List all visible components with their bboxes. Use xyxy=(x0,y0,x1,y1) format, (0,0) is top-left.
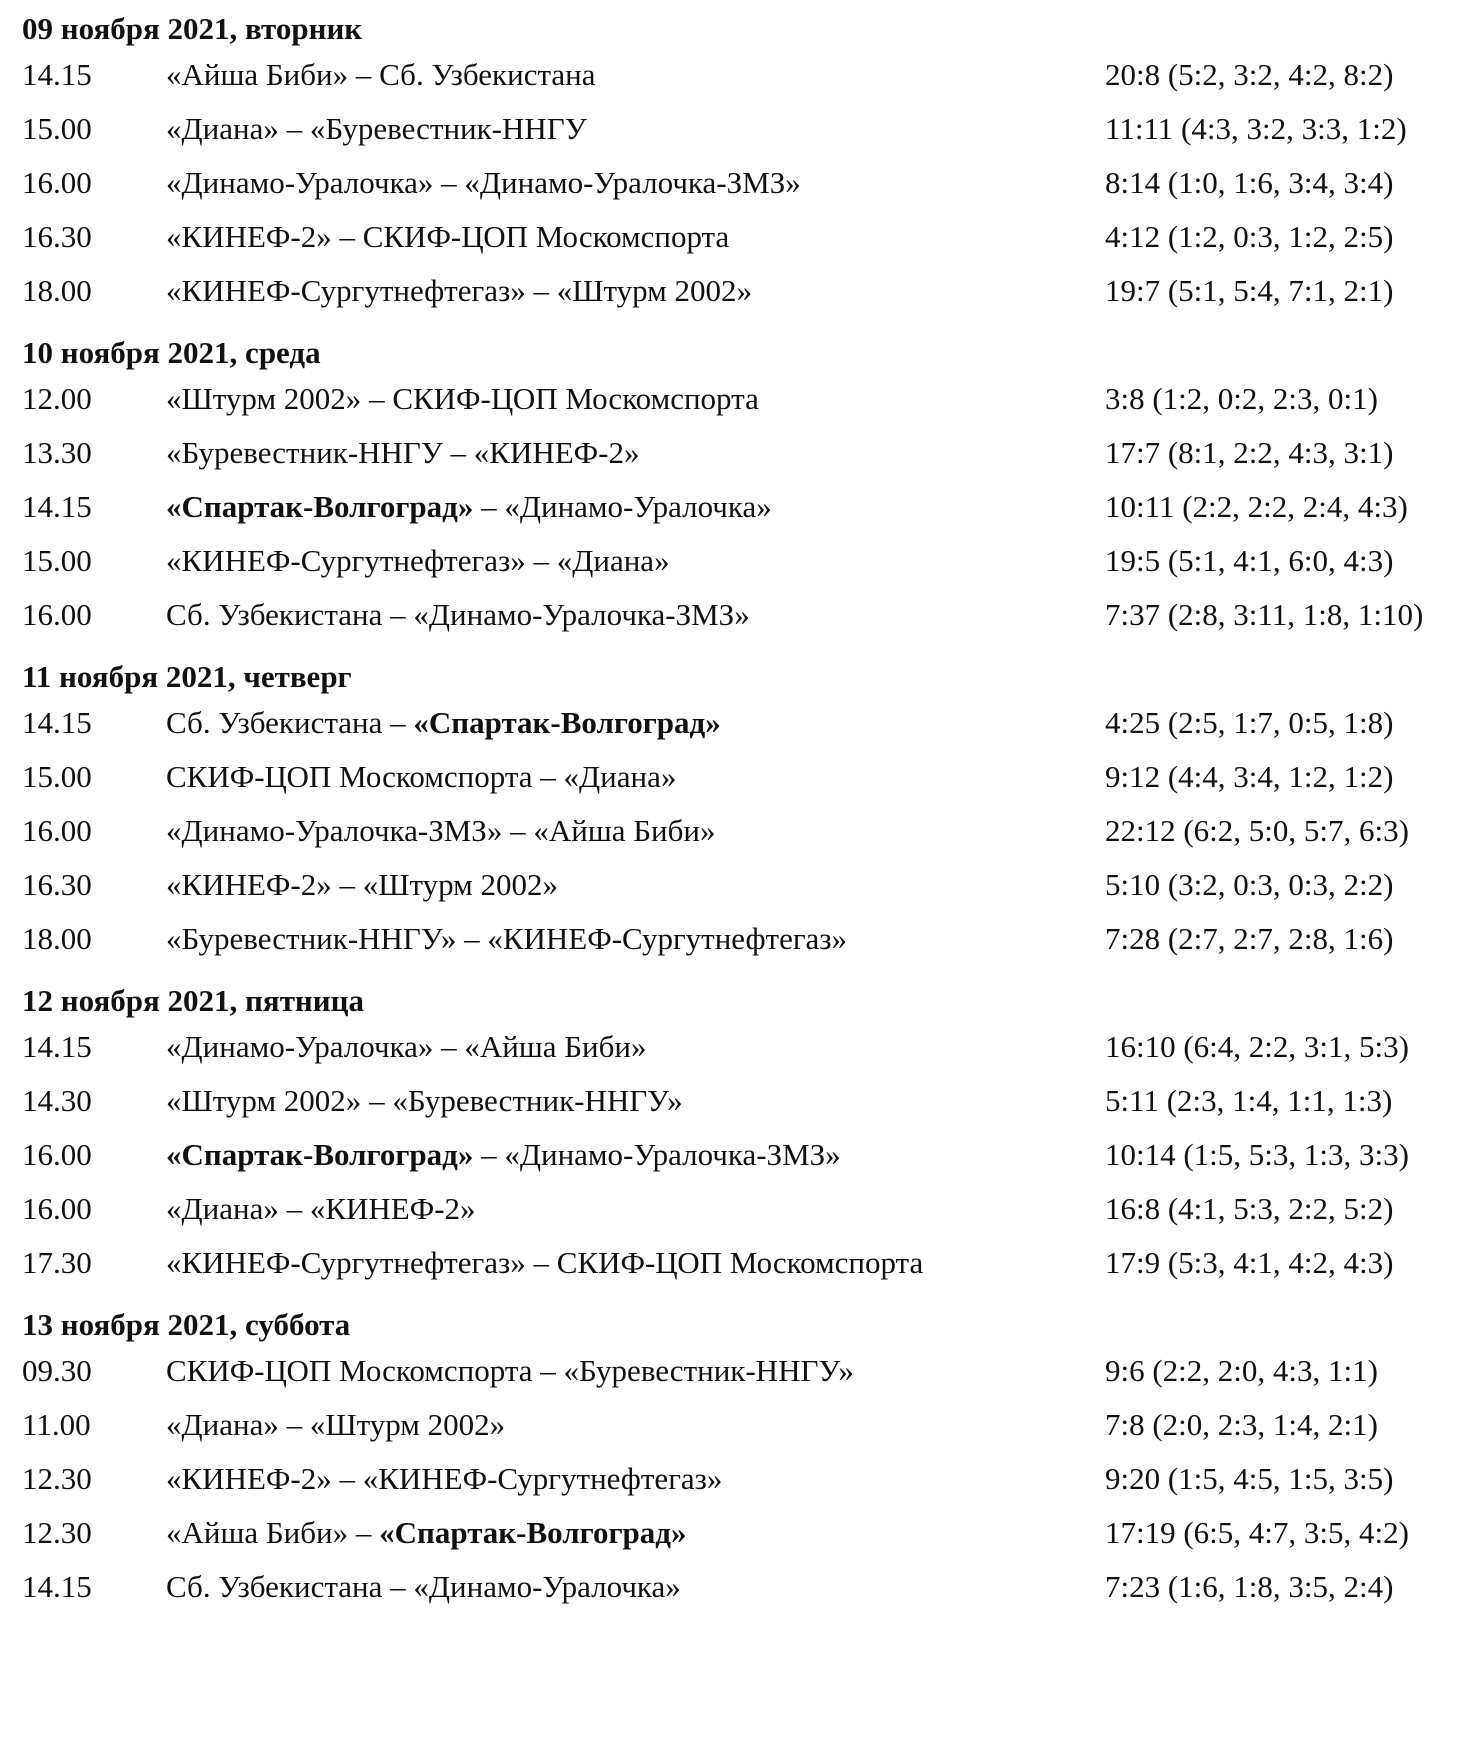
team-b: «Диана» xyxy=(556,543,670,578)
day-heading: 12 ноября 2021, пятница xyxy=(22,983,364,1018)
day-block xyxy=(22,1306,1442,1614)
match-teams xyxy=(166,534,670,588)
match-row xyxy=(22,1452,1442,1506)
match-score: 16:8 (4:1, 5:3, 2:2, 5:2) xyxy=(1105,1191,1394,1226)
match-teams xyxy=(166,1236,923,1290)
team-separator: – xyxy=(361,381,393,416)
match-row xyxy=(22,1398,1442,1452)
team-b: «Диана» xyxy=(563,759,677,794)
match-row xyxy=(22,156,1442,210)
day-block xyxy=(22,334,1442,642)
team-separator: – xyxy=(502,813,534,848)
team-separator: – xyxy=(382,705,414,740)
team-b: СКИФ-ЦОП Москомспорта xyxy=(362,219,730,254)
team-separator: – xyxy=(525,273,557,308)
match-teams xyxy=(166,210,729,264)
match-row xyxy=(22,1128,1442,1182)
match-time: 14.15 xyxy=(22,1029,92,1064)
team-a: «Штурм 2002» xyxy=(166,1083,362,1118)
match-score: 9:6 (2:2, 2:0, 4:3, 1:1) xyxy=(1105,1353,1378,1388)
match-teams xyxy=(166,696,721,750)
team-a: «Динамо-Уралочка» xyxy=(166,1029,434,1064)
match-teams xyxy=(166,1506,686,1560)
match-time: 15.00 xyxy=(22,111,92,146)
match-teams xyxy=(166,1560,681,1614)
day-heading: 11 ноября 2021, четверг xyxy=(22,659,352,694)
team-b: «Буревестник-ННГУ xyxy=(309,111,587,146)
match-teams xyxy=(166,912,847,966)
match-teams xyxy=(166,156,801,210)
team-a: «Спартак-Волгоград» xyxy=(166,489,474,524)
match-row xyxy=(22,48,1442,102)
team-a: СКИФ-ЦОП Москомспорта xyxy=(166,1353,533,1388)
team-b: Сб. Узбекистана xyxy=(379,57,596,92)
team-separator: – xyxy=(525,543,557,578)
team-a: «Айша Биби» xyxy=(166,57,349,92)
team-a: «КИНЕФ-2» xyxy=(166,219,332,254)
team-a: «Диана» xyxy=(166,1407,279,1442)
team-separator: – xyxy=(382,597,414,632)
team-b: «Динамо-Уралочка-ЗМЗ» xyxy=(413,597,750,632)
match-row xyxy=(22,1560,1442,1614)
match-score: 19:7 (5:1, 5:4, 7:1, 2:1) xyxy=(1105,273,1394,308)
team-a: «Буревестник-ННГУ xyxy=(166,435,443,470)
day-heading: 09 ноября 2021, вторник xyxy=(22,11,363,46)
team-a: «Динамо-Уралочка» xyxy=(166,165,434,200)
match-time: 13.30 xyxy=(22,435,92,470)
match-score: 4:25 (2:5, 1:7, 0:5, 1:8) xyxy=(1105,705,1394,740)
match-row xyxy=(22,1074,1442,1128)
team-b: «Штурм 2002» xyxy=(556,273,753,308)
match-time: 16.00 xyxy=(22,165,92,200)
match-teams xyxy=(166,1182,476,1236)
match-row xyxy=(22,480,1442,534)
match-teams xyxy=(166,372,759,426)
match-score: 22:12 (6:2, 5:0, 5:7, 6:3) xyxy=(1105,813,1409,848)
match-time: 16.00 xyxy=(22,1191,92,1226)
match-time: 12.30 xyxy=(22,1461,92,1496)
match-time: 16.30 xyxy=(22,219,92,254)
team-a: «КИНЕФ-Сургутнефтегаз» xyxy=(166,273,526,308)
match-row xyxy=(22,534,1442,588)
match-teams xyxy=(166,1344,854,1398)
match-score: 17:9 (5:3, 4:1, 4:2, 4:3) xyxy=(1105,1245,1394,1280)
match-score: 3:8 (1:2, 0:2, 2:3, 0:1) xyxy=(1105,381,1378,416)
team-a: СКИФ-ЦОП Москомспорта xyxy=(166,759,533,794)
match-row xyxy=(22,1020,1442,1074)
match-score: 8:14 (1:0, 1:6, 3:4, 3:4) xyxy=(1105,165,1394,200)
match-time: 14.15 xyxy=(22,489,92,524)
team-b: «КИНЕФ-Сургутнефтегаз» xyxy=(487,921,848,956)
team-separator: – xyxy=(473,1137,505,1172)
match-row xyxy=(22,804,1442,858)
match-row xyxy=(22,912,1442,966)
team-separator: – xyxy=(532,1353,564,1388)
team-a: «КИНЕФ-Сургутнефтегаз» xyxy=(166,543,526,578)
day-block xyxy=(22,10,1442,318)
team-a: Сб. Узбекистана xyxy=(166,1569,383,1604)
match-teams xyxy=(166,1452,722,1506)
team-separator: – xyxy=(532,759,564,794)
match-teams xyxy=(166,1074,683,1128)
match-score: 7:8 (2:0, 2:3, 1:4, 2:1) xyxy=(1105,1407,1378,1442)
match-teams xyxy=(166,588,750,642)
match-teams xyxy=(166,804,715,858)
day-heading: 13 ноября 2021, суббота xyxy=(22,1307,351,1342)
match-score: 11:11 (4:3, 3:2, 3:3, 1:2) xyxy=(1105,111,1407,146)
match-list xyxy=(22,696,1442,966)
match-time: 16.00 xyxy=(22,597,92,632)
team-separator: – xyxy=(278,1191,310,1226)
match-time: 18.00 xyxy=(22,921,92,956)
match-score: 7:37 (2:8, 3:11, 1:8, 1:10) xyxy=(1105,597,1424,632)
team-b: «Динамо-Уралочка-ЗМЗ» xyxy=(464,165,801,200)
team-b: «Айша Биби» xyxy=(533,813,716,848)
team-separator: – xyxy=(442,435,474,470)
match-row xyxy=(22,372,1442,426)
team-separator: – xyxy=(433,165,465,200)
match-time: 14.30 xyxy=(22,1083,92,1118)
team-b: «Динамо-Уралочка-ЗМЗ» xyxy=(504,1137,841,1172)
team-separator: – xyxy=(348,57,380,92)
match-row xyxy=(22,1506,1442,1560)
team-a: «Буревестник-ННГУ» xyxy=(166,921,457,956)
match-time: 12.30 xyxy=(22,1515,92,1550)
match-time: 15.00 xyxy=(22,759,92,794)
match-score: 4:12 (1:2, 0:3, 1:2, 2:5) xyxy=(1105,219,1394,254)
match-row xyxy=(22,102,1442,156)
match-row xyxy=(22,858,1442,912)
match-time: 16.00 xyxy=(22,813,92,848)
team-b: «Буревестник-ННГУ» xyxy=(563,1353,854,1388)
team-separator: – xyxy=(433,1029,465,1064)
match-time: 17.30 xyxy=(22,1245,92,1280)
match-teams xyxy=(166,1398,505,1452)
team-b: СКИФ-ЦОП Москомспорта xyxy=(556,1245,924,1280)
match-row xyxy=(22,588,1442,642)
match-row xyxy=(22,750,1442,804)
match-teams xyxy=(166,858,558,912)
match-score: 16:10 (6:4, 2:2, 3:1, 5:3) xyxy=(1105,1029,1409,1064)
match-score: 7:28 (2:7, 2:7, 2:8, 1:6) xyxy=(1105,921,1394,956)
match-row xyxy=(22,264,1442,318)
team-a: «КИНЕФ-Сургутнефтегаз» xyxy=(166,1245,526,1280)
match-time: 14.15 xyxy=(22,57,92,92)
team-b: «Спартак-Волгоград» xyxy=(413,705,721,740)
team-a: «Диана» xyxy=(166,111,279,146)
match-score: 17:7 (8:1, 2:2, 4:3, 3:1) xyxy=(1105,435,1394,470)
match-time: 15.00 xyxy=(22,543,92,578)
match-row xyxy=(22,210,1442,264)
team-separator: – xyxy=(361,1083,393,1118)
match-list xyxy=(22,372,1442,642)
team-separator: – xyxy=(456,921,488,956)
match-time: 14.15 xyxy=(22,1569,92,1604)
match-score: 10:11 (2:2, 2:2, 2:4, 4:3) xyxy=(1105,489,1408,524)
team-separator: – xyxy=(278,1407,310,1442)
team-a: «Диана» xyxy=(166,1191,279,1226)
team-separator: – xyxy=(525,1245,557,1280)
match-score: 20:8 (5:2, 3:2, 4:2, 8:2) xyxy=(1105,57,1394,92)
team-b: «Штурм 2002» xyxy=(309,1407,506,1442)
team-separator: – xyxy=(331,867,363,902)
match-score: 7:23 (1:6, 1:8, 3:5, 2:4) xyxy=(1105,1569,1394,1604)
match-teams xyxy=(166,102,587,156)
match-time: 16.00 xyxy=(22,1137,92,1172)
team-a: «КИНЕФ-2» xyxy=(166,867,332,902)
match-score: 5:11 (2:3, 1:4, 1:1, 1:3) xyxy=(1105,1083,1393,1118)
team-b: «Айша Биби» xyxy=(464,1029,647,1064)
match-list xyxy=(22,1344,1442,1614)
match-time: 14.15 xyxy=(22,705,92,740)
match-teams xyxy=(166,1128,841,1182)
team-b: «КИНЕФ-Сургутнефтегаз» xyxy=(362,1461,723,1496)
match-score: 17:19 (6:5, 4:7, 3:5, 4:2) xyxy=(1105,1515,1409,1550)
match-row xyxy=(22,426,1442,480)
team-b: «Буревестник-ННГУ» xyxy=(392,1083,683,1118)
match-list xyxy=(22,1020,1442,1290)
match-score: 9:20 (1:5, 4:5, 1:5, 3:5) xyxy=(1105,1461,1394,1496)
match-time: 18.00 xyxy=(22,273,92,308)
team-a: «Айша Биби» xyxy=(166,1515,349,1550)
match-teams xyxy=(166,264,752,318)
match-time: 11.00 xyxy=(22,1407,91,1442)
match-row xyxy=(22,696,1442,750)
match-row xyxy=(22,1236,1442,1290)
team-separator: – xyxy=(348,1515,380,1550)
team-b: «Динамо-Уралочка» xyxy=(413,1569,681,1604)
team-b: «Динамо-Уралочка» xyxy=(504,489,772,524)
match-score: 5:10 (3:2, 0:3, 0:3, 2:2) xyxy=(1105,867,1394,902)
match-time: 12.00 xyxy=(22,381,92,416)
match-list xyxy=(22,48,1442,318)
team-separator: – xyxy=(382,1569,414,1604)
team-b: СКИФ-ЦОП Москомспорта xyxy=(392,381,759,416)
team-a: «Спартак-Волгоград» xyxy=(166,1137,474,1172)
day-block xyxy=(22,658,1442,966)
match-score: 9:12 (4:4, 3:4, 1:2, 1:2) xyxy=(1105,759,1394,794)
match-time: 09.30 xyxy=(22,1353,92,1388)
team-b: «КИНЕФ-2» xyxy=(309,1191,476,1226)
match-teams xyxy=(166,1020,647,1074)
team-a: «Штурм 2002» xyxy=(166,381,362,416)
team-a: «Динамо-Уралочка-ЗМЗ» xyxy=(166,813,503,848)
day-heading: 10 ноября 2021, среда xyxy=(22,335,321,370)
match-row xyxy=(22,1182,1442,1236)
match-score: 10:14 (1:5, 5:3, 1:3, 3:3) xyxy=(1105,1137,1409,1172)
team-separator: – xyxy=(473,489,505,524)
match-teams xyxy=(166,750,676,804)
team-b: «Спартак-Волгоград» xyxy=(379,1515,687,1550)
team-separator: – xyxy=(331,219,363,254)
team-separator: – xyxy=(278,111,310,146)
match-schedule xyxy=(22,10,1442,1630)
team-a: «КИНЕФ-2» xyxy=(166,1461,332,1496)
team-b: «КИНЕФ-2» xyxy=(473,435,640,470)
day-block xyxy=(22,982,1442,1290)
match-teams xyxy=(166,48,596,102)
team-a: Сб. Узбекистана xyxy=(166,705,383,740)
match-row xyxy=(22,1344,1442,1398)
team-separator: – xyxy=(331,1461,363,1496)
team-a: Сб. Узбекистана xyxy=(166,597,383,632)
match-teams xyxy=(166,426,640,480)
match-teams xyxy=(166,480,772,534)
match-score: 19:5 (5:1, 4:1, 6:0, 4:3) xyxy=(1105,543,1394,578)
team-b: «Штурм 2002» xyxy=(362,867,559,902)
match-time: 16.30 xyxy=(22,867,92,902)
